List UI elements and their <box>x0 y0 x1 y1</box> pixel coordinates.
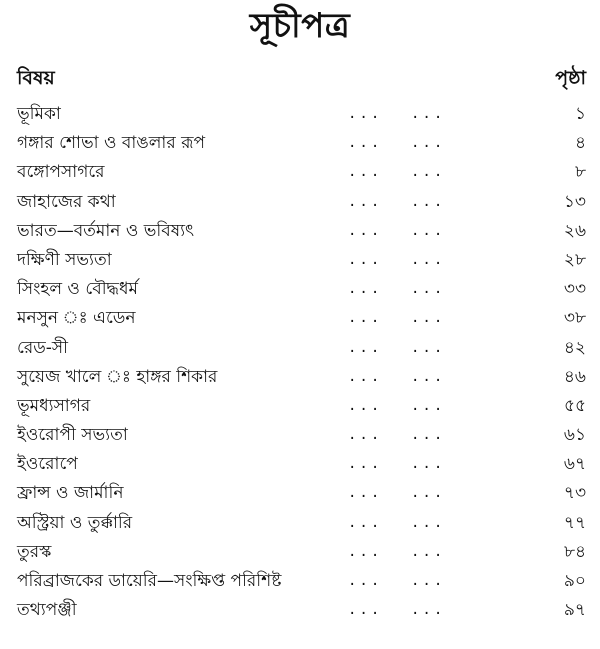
toc-entry-title: ভূমধ্যসাগর <box>17 395 91 416</box>
dot-leader: ... <box>411 427 446 444</box>
toc-entry-page: ৯৭ <box>563 600 586 621</box>
toc-entry <box>0 392 600 421</box>
dot-leader: ... <box>348 485 383 502</box>
dot-leader: ... <box>348 106 383 122</box>
dot-leader: ... <box>411 251 446 268</box>
toc-entry <box>0 596 600 625</box>
dot-leader: ... <box>348 573 383 589</box>
dot-leader: ... <box>348 602 383 619</box>
toc-entry <box>0 509 600 538</box>
toc-entry <box>0 246 600 275</box>
page-column-header: পৃষ্ঠা <box>555 67 586 89</box>
toc-entry-page: ২৬ <box>563 220 586 241</box>
toc-entry-title: অস্ট্রিয়া ও তুর্ক্কারি <box>17 512 133 533</box>
toc-entry-page: ২৮ <box>563 249 586 270</box>
toc-entry-title: ইওরোপী সভ্যতা <box>17 425 128 446</box>
table-of-contents <box>0 100 600 625</box>
dot-leader: ... <box>411 164 446 181</box>
toc-entry <box>0 217 600 246</box>
dot-leader: ... <box>411 339 446 356</box>
toc-entry-page: ১ <box>574 104 586 124</box>
toc-entry-page: ৩৮ <box>563 308 586 329</box>
dot-leader: ... <box>411 514 446 531</box>
toc-entry <box>0 304 600 333</box>
toc-entry <box>0 275 600 304</box>
toc-entry-title: সুয়েজ খালে ঃ হাঙ্গর শিকার <box>17 366 218 387</box>
toc-entry <box>0 479 600 508</box>
toc-entry-page: ৪৬ <box>563 366 586 387</box>
toc-entry-title: রেড-সী <box>17 337 68 358</box>
toc-entry <box>0 188 600 217</box>
toc-entry-page: ৬১ <box>563 425 586 446</box>
toc-entry-title: তুরস্ক <box>17 541 52 562</box>
toc-entry-title: বঙ্গোপসাগরে <box>17 162 105 183</box>
toc-entry-page: ৭৩ <box>563 483 586 504</box>
toc-entry-title: ভূমিকা <box>17 104 61 124</box>
dot-leader: ... <box>348 543 383 560</box>
dot-leader: ... <box>411 222 446 239</box>
toc-entry-page: ৪২ <box>563 337 586 358</box>
toc-entry-page: ৫৫ <box>563 395 586 416</box>
toc-entry-page: ৭৭ <box>563 512 586 533</box>
dot-leader: ... <box>411 193 446 210</box>
dot-leader: ... <box>411 602 446 619</box>
toc-entry-title: ফ্রান্স ও জার্মানি <box>17 483 124 504</box>
dot-leader: ... <box>348 164 383 181</box>
toc-entry-title: গঙ্গার শোভা ও বাঙলার রূপ <box>17 133 206 154</box>
toc-entry <box>0 334 600 363</box>
toc-entry <box>0 158 600 187</box>
toc-entry-title: তথ্যপঞ্জী <box>17 600 77 621</box>
toc-entry-title: ইওরোপে <box>17 454 78 475</box>
toc-entry <box>0 100 600 129</box>
dot-leader: ... <box>411 281 446 298</box>
dot-leader: ... <box>411 310 446 327</box>
dot-leader: ... <box>348 427 383 444</box>
toc-entry-page: ১৩ <box>563 191 586 212</box>
dot-leader: ... <box>411 456 446 473</box>
toc-entry <box>0 421 600 450</box>
toc-entry <box>0 450 600 479</box>
toc-entry <box>0 129 600 158</box>
subject-column-header: বিষয় <box>17 67 55 89</box>
toc-entry-title: দক্ষিণী সভ্যতা <box>17 249 112 270</box>
dot-leader: ... <box>348 397 383 414</box>
toc-entry-page: ৪ <box>574 133 586 154</box>
dot-leader: ... <box>411 368 446 385</box>
dot-leader: ... <box>348 456 383 473</box>
toc-entry-page: ৬৭ <box>563 454 586 475</box>
dot-leader: ... <box>348 222 383 239</box>
dot-leader: ... <box>411 135 446 152</box>
toc-entry-title: জাহাজের কথা <box>17 191 116 212</box>
dot-leader: ... <box>348 368 383 385</box>
dot-leader: ... <box>411 106 446 122</box>
toc-entry-title: ভারত—বর্তমান ও ভবিষ্যৎ <box>17 220 195 241</box>
toc-entry-title: মনসুন ঃ এডেন <box>17 308 136 329</box>
dot-leader: ... <box>411 485 446 502</box>
dot-leader: ... <box>411 573 446 589</box>
toc-entry <box>0 363 600 392</box>
dot-leader: ... <box>411 543 446 560</box>
dot-leader: ... <box>348 135 383 152</box>
dot-leader: ... <box>348 339 383 356</box>
toc-entry-page: ৩৩ <box>563 279 586 300</box>
dot-leader: ... <box>348 514 383 531</box>
toc-entry-page: ৮৪ <box>563 541 586 562</box>
toc-entry <box>0 567 600 596</box>
dot-leader: ... <box>348 281 383 298</box>
dot-leader: ... <box>348 310 383 327</box>
toc-entry-page: ৯০ <box>563 571 586 591</box>
toc-entry-title: পরিব্রাজকের ডায়েরি—সংক্ষিপ্ত পরিশিষ্ট <box>17 571 282 591</box>
dot-leader: ... <box>411 397 446 414</box>
dot-leader: ... <box>348 251 383 268</box>
page-title: সূচীপত্র <box>249 6 351 46</box>
toc-entry-title: সিংহল ও বৌদ্ধধর্ম <box>17 279 138 300</box>
toc-entry-page: ৮ <box>574 162 586 183</box>
toc-entry <box>0 538 600 567</box>
dot-leader: ... <box>348 193 383 210</box>
